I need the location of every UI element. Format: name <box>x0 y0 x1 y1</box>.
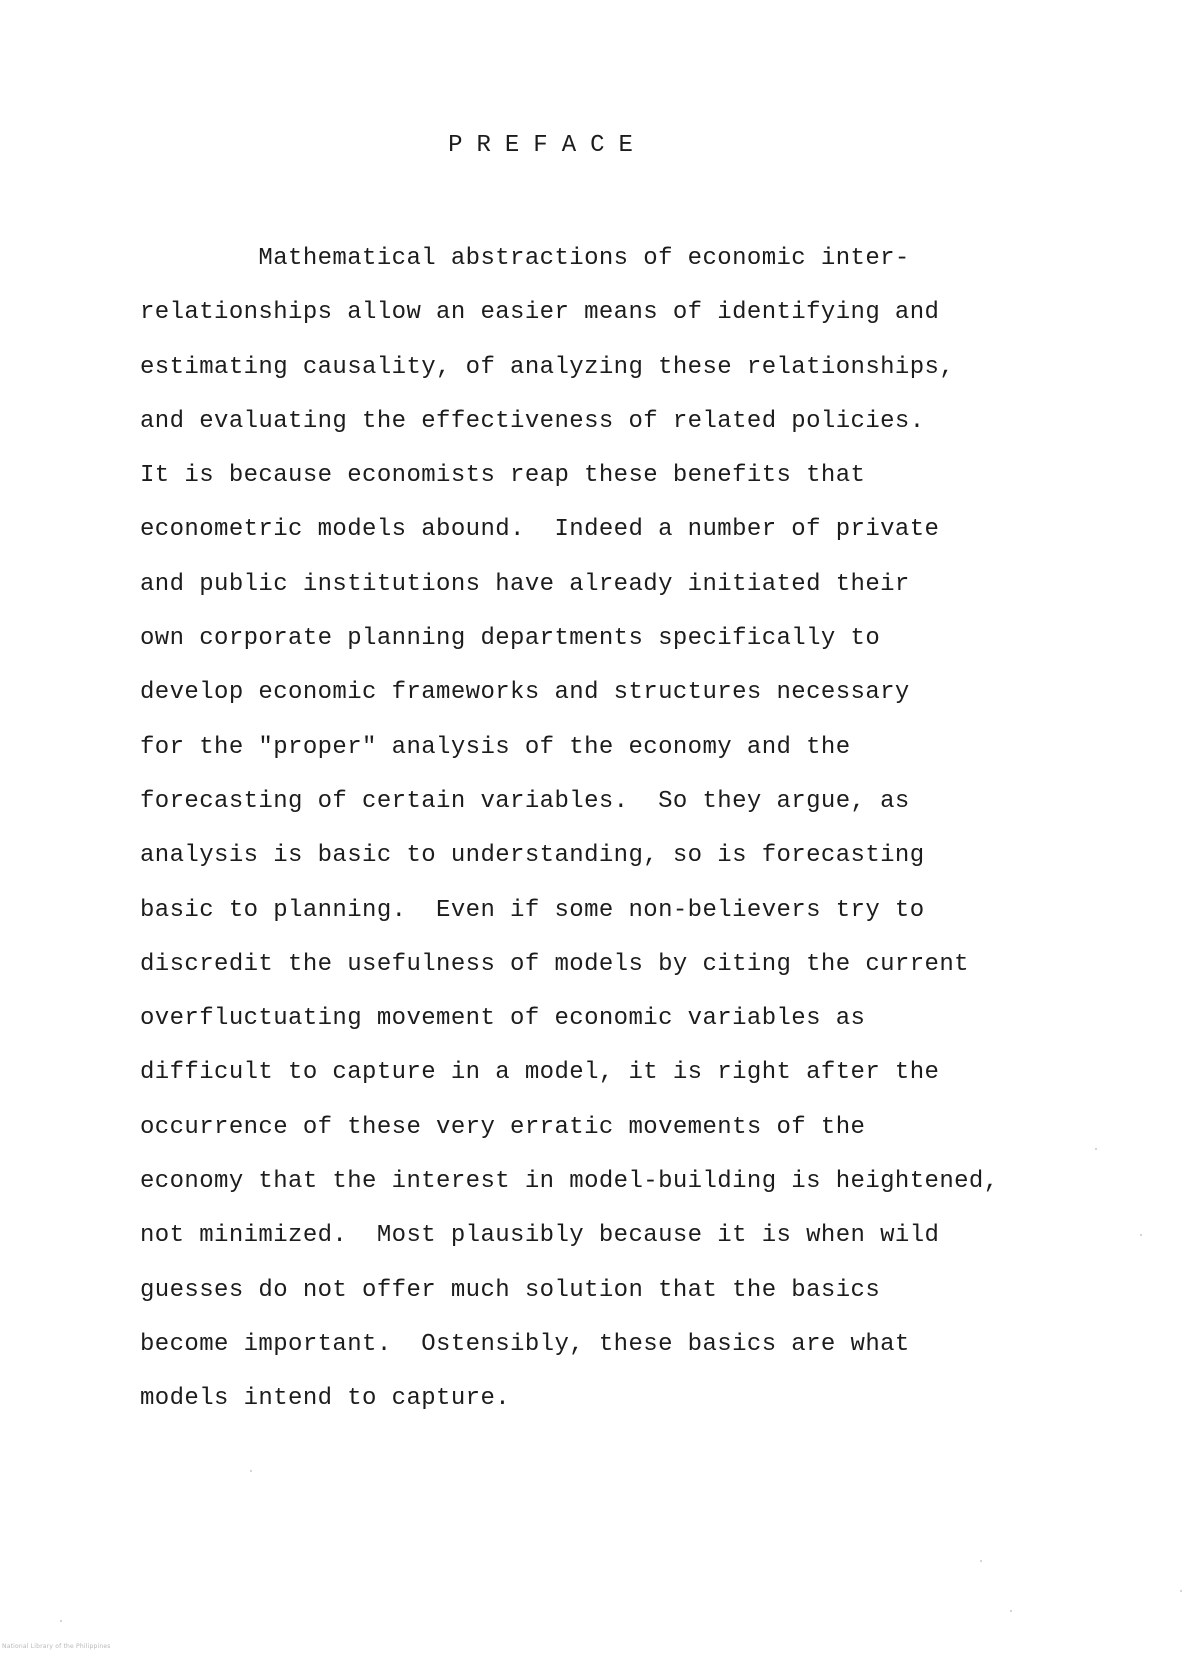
text-line: Mathematical abstractions of economic inter- <box>140 245 910 272</box>
text-line: become important. Ostensibly, these basics are what <box>140 1330 910 1358</box>
text-line: It is because economists reap these benefits that <box>140 462 866 490</box>
scan-speck <box>980 1560 982 1562</box>
text-line: basic to planning. Even if some non-believers try to <box>140 896 925 924</box>
library-footer: National Library of the Philippines <box>2 1643 111 1650</box>
scan-speck <box>1095 1148 1097 1150</box>
text-line: estimating causality, of analyzing these relationships, <box>140 353 955 381</box>
text-line: econometric models abound. Indeed a number of private <box>140 516 940 544</box>
scan-speck <box>1010 1610 1012 1612</box>
scan-speck <box>1140 1234 1142 1236</box>
text-line: and public institutions have already initiated their <box>140 570 910 598</box>
text-line: for the "proper" analysis of the economy and the <box>140 733 851 761</box>
page-title: PREFACE <box>448 132 647 159</box>
text-line: models intend to capture. <box>140 1385 511 1413</box>
scan-speck <box>250 1470 252 1472</box>
text-line: develop economic frameworks and structures necessary <box>140 679 910 707</box>
text-line: occurrence of these very erratic movements of the <box>140 1113 866 1141</box>
text-line: relationships allow an easier means of identifying and <box>140 299 940 327</box>
text-line: guesses do not offer much solution that the basics <box>140 1276 881 1304</box>
text-line: discredit the usefulness of models by citing the current <box>140 950 969 978</box>
text-line: economy that the interest in model-building is heightened, <box>140 1168 999 1196</box>
preface-paragraph <box>140 232 1140 1427</box>
text-line: analysis is basic to understanding, so is forecasting <box>140 842 925 870</box>
text-line: difficult to capture in a model, it is right after the <box>140 1059 940 1087</box>
text-line: forecasting of certain variables. So they argue, as <box>140 787 910 815</box>
text-line: overfluctuating movement of economic variables as <box>140 1005 866 1033</box>
text-line: not minimized. Most plausibly because it is when wild <box>140 1222 940 1250</box>
scan-speck <box>60 1620 62 1622</box>
scan-speck <box>1180 1590 1182 1592</box>
text-line: and evaluating the effectiveness of related policies. <box>140 407 925 435</box>
text-line: own corporate planning departments specifically to <box>140 625 881 653</box>
